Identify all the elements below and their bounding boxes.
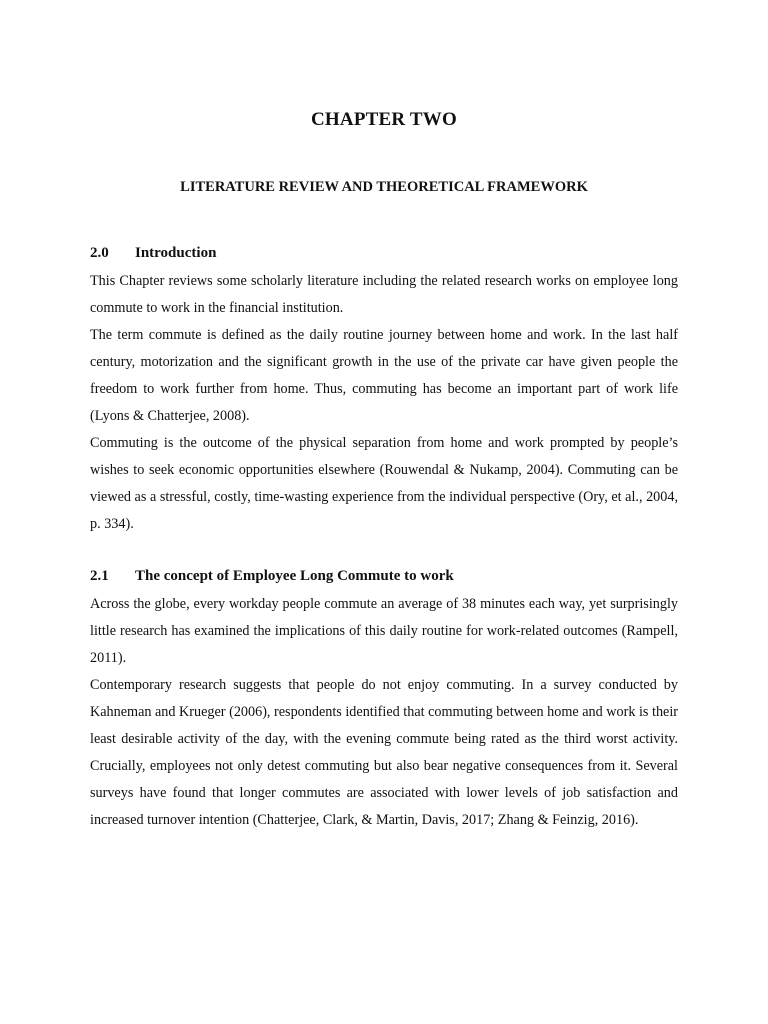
section-number: 2.1	[90, 568, 109, 584]
section-body-concept	[90, 591, 678, 834]
paragraph: Commuting is the outcome of the physical separation from home and work prompted by people’s wishes to seek economic opportunities elsewhere (Rouwendal & Nukamp, 2004). Commuting can be viewed as a stressful, costly, time-wasting experience from the individual perspective (Ory, et al., 2004, p. 334).	[90, 435, 678, 532]
section-title: The concept of Employee Long Commute to work	[135, 568, 454, 584]
section-heading-concept	[90, 566, 454, 586]
section-body-introduction	[90, 268, 678, 538]
paragraph: Contemporary research suggests that people do not enjoy commuting. In a survey conducted by Kahneman and Krueger (2006), respondents identified that commuting between home and work is their least desirable activity of the day, with the evening commute being rated as the third worst activity. Crucially, employees not only detest commuting but also bear negative consequences from it. Several surveys have found that longer commutes are associated with lower levels of job satisfaction and increased turnover intention (Chatterjee, Clark, & Martin, Davis, 2017; Zhang & Feinzig, 2016).	[90, 677, 678, 828]
paragraph: This Chapter reviews some scholarly literature including the related research works on employee long commute to work in the financial institution.	[90, 273, 678, 316]
paragraph: The term commute is defined as the daily routine journey between home and work. In the last half century, motorization and the significant growth in the use of the private car have given people the freedom to work further from home. Thus, commuting has become an important part of work life (Lyons & Chatterjee, 2008).	[90, 327, 678, 424]
chapter-title: CHAPTER TWO	[311, 109, 457, 130]
section-heading-introduction	[90, 243, 216, 263]
chapter-subtitle: LITERATURE REVIEW AND THEORETICAL FRAMEWORK	[180, 179, 588, 195]
section-number: 2.0	[90, 245, 109, 261]
section-title: Introduction	[135, 245, 217, 261]
paragraph: Across the globe, every workday people commute an average of 38 minutes each way, yet surprisingly little research has examined the implications of this daily routine for work-related outcomes (Rampell, 2011).	[90, 596, 678, 666]
